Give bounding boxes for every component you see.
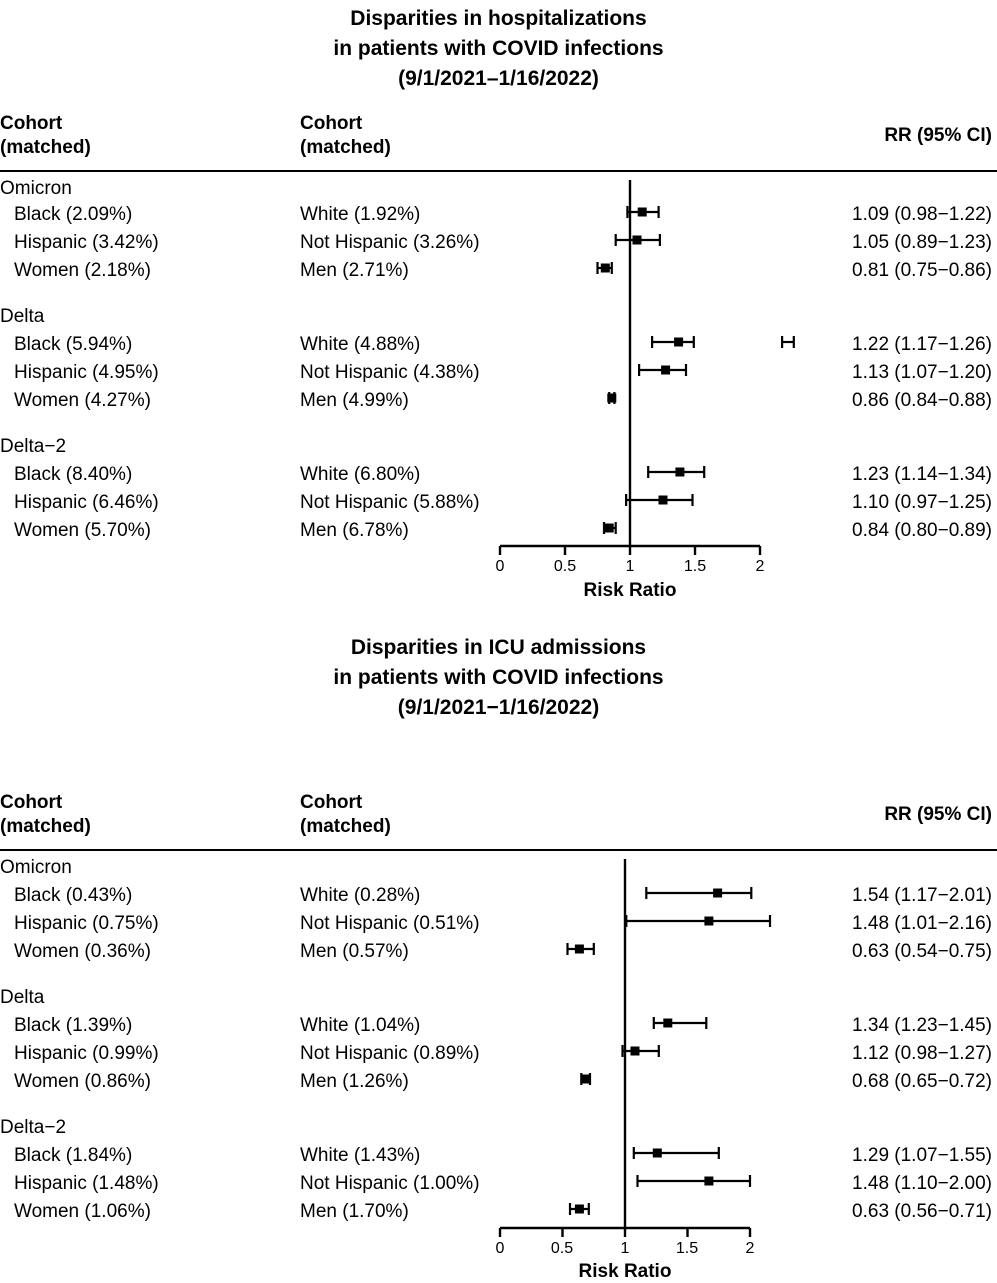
group-label-omicron: Omicron: [0, 857, 72, 878]
panel-icu-admissions: [0, 625, 997, 1282]
row-rr: 0.81 (0.75−0.86): [852, 260, 992, 281]
group-label-delta-2: Delta−2: [0, 1117, 67, 1138]
row-cohort2: Not Hispanic (5.88%): [300, 492, 480, 513]
row-rr: 1.48 (1.01−2.16): [852, 913, 992, 934]
header-rule: [0, 849, 997, 851]
row-rr: 0.84 (0.80−0.89): [852, 520, 992, 541]
x-axis-title: Risk Ratio: [578, 1261, 672, 1282]
row-cohort2: Men (6.78%): [300, 520, 409, 541]
row-cohort2: Not Hispanic (0.51%): [300, 913, 480, 934]
x-tick-05: 0.5: [550, 1240, 574, 1257]
panel-title-icu: [0, 625, 997, 723]
x-tick-15: 1.5: [675, 1240, 699, 1257]
header-rr: RR (95% CI): [884, 804, 992, 825]
x-tick-05: 0.5: [553, 558, 577, 575]
panel-title-hospitalizations: [0, 0, 997, 94]
header-cohort1-line1: Cohort: [0, 792, 63, 813]
group-label-delta: Delta: [0, 987, 45, 1008]
row-cohort2: Not Hispanic (4.38%): [300, 362, 480, 383]
row-rr: 0.63 (0.56−0.71): [852, 1201, 992, 1222]
x-tick-15: 1.5: [683, 558, 707, 575]
row-cohort1: Black (8.40%): [14, 464, 133, 485]
x-tick-0: 0: [495, 558, 505, 575]
row-cohort1: Women (1.06%): [14, 1201, 151, 1222]
row-rr: 1.10 (0.97−1.25): [852, 492, 992, 513]
header-cohort2-line2: (matched): [300, 816, 391, 837]
row-cohort2: Men (2.71%): [300, 260, 409, 281]
row-rr: 1.48 (1.10−2.00): [852, 1173, 992, 1194]
row-rr: 1.09 (0.98−1.22): [852, 204, 992, 225]
header-cohort1-line1: Cohort: [0, 113, 63, 134]
x-tick-2: 2: [745, 1240, 755, 1257]
row-cohort1: Women (0.36%): [14, 941, 151, 962]
row-cohort1: Hispanic (0.99%): [14, 1043, 159, 1064]
row-cohort2: Men (4.99%): [300, 390, 409, 411]
x-tick-1: 1: [620, 1240, 630, 1257]
row-cohort2: White (1.92%): [300, 204, 421, 225]
row-cohort1: Black (5.94%): [14, 334, 133, 355]
row-cohort2: White (1.04%): [300, 1015, 421, 1036]
row-rr: 1.13 (1.07−1.20): [852, 362, 992, 383]
row-cohort2: White (0.28%): [300, 885, 421, 906]
title-line-3: (9/1/2021–1/16/2022): [398, 67, 599, 90]
row-cohort2: Not Hispanic (0.89%): [300, 1043, 480, 1064]
title-line-1: Disparities in hospitalizations: [350, 7, 647, 30]
row-cohort2: Men (0.57%): [300, 941, 409, 962]
x-tick-2: 2: [755, 558, 765, 575]
header-cohort2-line1: Cohort: [300, 792, 363, 813]
forest-plot-hospitalizations: [0, 94, 997, 604]
title-line-2: in patients with COVID infections: [333, 37, 664, 60]
row-cohort2: Men (1.70%): [300, 1201, 409, 1222]
row-rr: 1.12 (0.98−1.27): [852, 1043, 992, 1064]
row-cohort1: Hispanic (6.46%): [14, 492, 159, 513]
row-cohort2: Not Hispanic (3.26%): [300, 232, 480, 253]
forest-plot-icu: [0, 723, 997, 1282]
row-rr: 1.29 (1.07−1.55): [852, 1145, 992, 1166]
header-cohort2-line1: Cohort: [300, 113, 363, 134]
x-axis-title: Risk Ratio: [583, 580, 677, 601]
x-tick-0: 0: [495, 1240, 505, 1257]
group-label-delta-2: Delta−2: [0, 436, 67, 457]
header-cohort2-line2: (matched): [300, 137, 391, 158]
title-line-3: (9/1/2021−1/16/2022): [397, 696, 600, 719]
panel-hospitalizations: [0, 0, 997, 625]
row-cohort1: Hispanic (3.42%): [14, 232, 159, 253]
row-rr: 0.86 (0.84−0.88): [852, 390, 992, 411]
row-cohort1: Hispanic (0.75%): [14, 913, 159, 934]
header-rule: [0, 170, 997, 172]
row-cohort1: Women (5.70%): [14, 520, 151, 541]
group-label-delta: Delta: [0, 306, 45, 327]
row-rr: 1.54 (1.17−2.01): [852, 885, 992, 906]
row-cohort1: Black (2.09%): [14, 204, 133, 225]
row-rr: 1.22 (1.17−1.26): [852, 334, 992, 355]
row-cohort1: Hispanic (4.95%): [14, 362, 159, 383]
row-cohort1: Women (0.86%): [14, 1071, 151, 1092]
row-cohort2: Men (1.26%): [300, 1071, 409, 1092]
header-cohort1-line2: (matched): [0, 816, 91, 837]
row-rr: 1.05 (0.89−1.23): [852, 232, 992, 253]
row-cohort1: Black (0.43%): [14, 885, 133, 906]
group-label-omicron: Omicron: [0, 178, 72, 199]
row-rr: 1.23 (1.14−1.34): [852, 464, 992, 485]
row-cohort2: White (6.80%): [300, 464, 421, 485]
title-line-1: Disparities in ICU admissions: [350, 636, 647, 659]
row-cohort2: Not Hispanic (1.00%): [300, 1173, 480, 1194]
row-cohort2: White (1.43%): [300, 1145, 421, 1166]
title-line-2: in patients with COVID infections: [333, 666, 664, 689]
x-tick-1: 1: [625, 558, 635, 575]
row-rr: 1.34 (1.23−1.45): [852, 1015, 992, 1036]
row-cohort1: Black (1.84%): [14, 1145, 133, 1166]
row-cohort2: White (4.88%): [300, 334, 421, 355]
row-cohort1: Hispanic (1.48%): [14, 1173, 159, 1194]
row-cohort1: Women (2.18%): [14, 260, 151, 281]
row-cohort1: Women (4.27%): [14, 390, 151, 411]
row-rr: 0.63 (0.54−0.75): [852, 941, 992, 962]
row-rr: 0.68 (0.65−0.72): [852, 1071, 992, 1092]
header-rr: RR (95% CI): [884, 125, 992, 146]
header-cohort1-line2: (matched): [0, 137, 91, 158]
row-cohort1: Black (1.39%): [14, 1015, 133, 1036]
